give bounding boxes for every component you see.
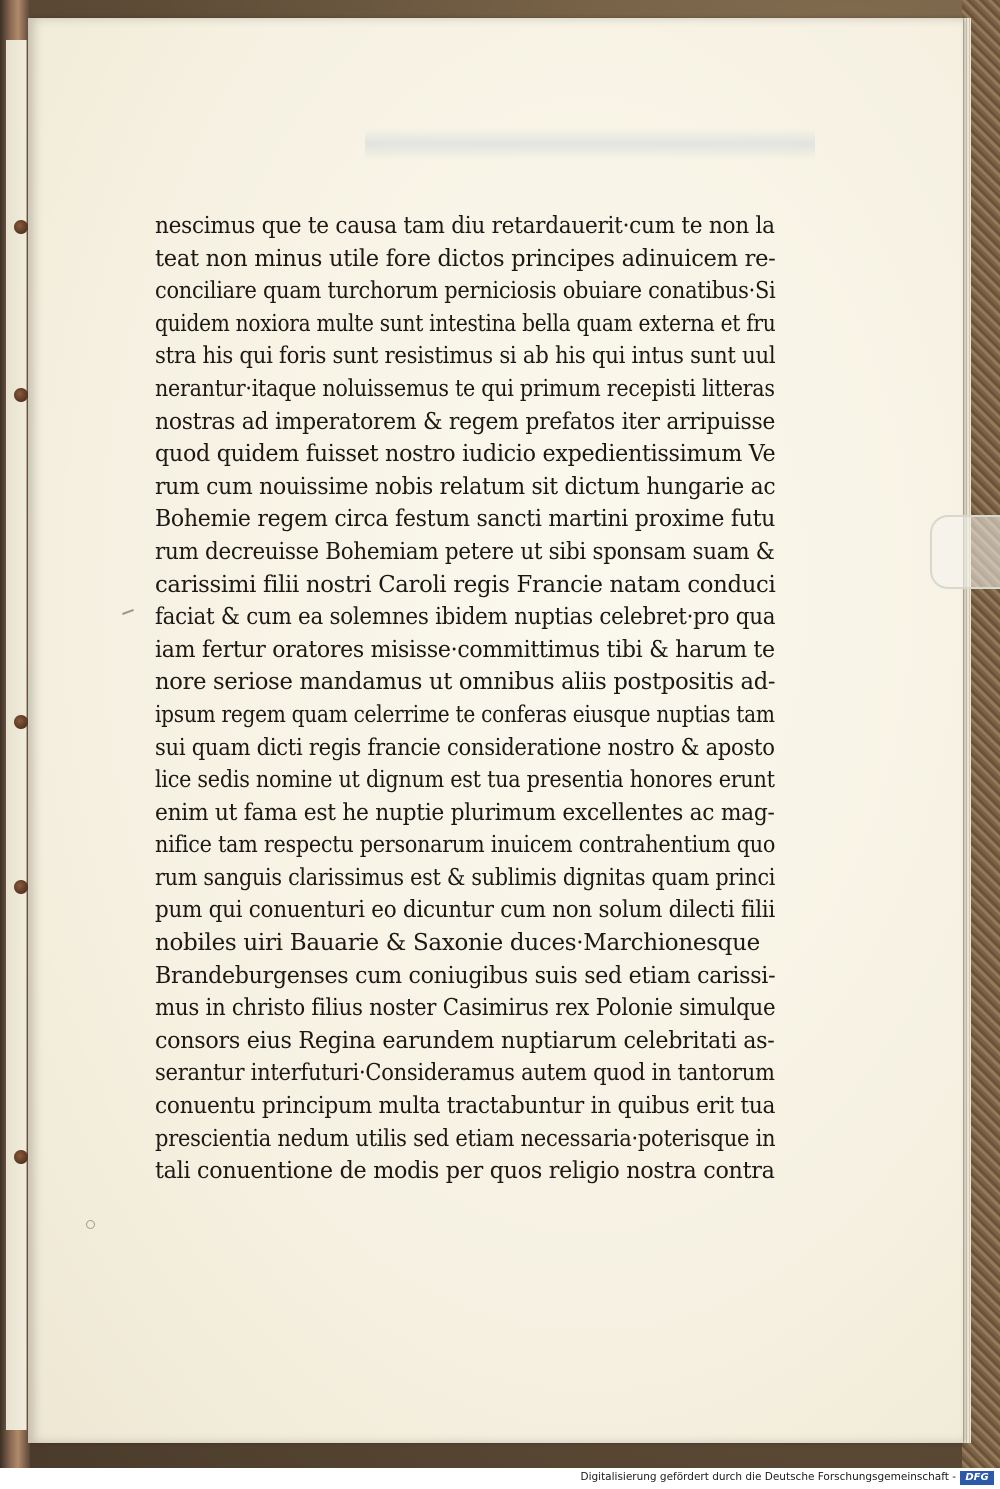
footer-bar bbox=[0, 1468, 1000, 1489]
dfg-logo: DFG bbox=[960, 1471, 994, 1485]
funding-credit: Digitalisierung gefördert durch die Deutsche Forschungsgemeinschaft - bbox=[580, 1471, 956, 1483]
margin-dot bbox=[86, 1220, 95, 1229]
text-line: iam fertur oratores misisse·committimus tibi & harum te bbox=[155, 636, 775, 663]
text-line: Brandeburgenses cum coniugibus suis sed etiam carissi- bbox=[155, 962, 776, 989]
text-line: serantur interfuturi·Consideramus autem quod in tantorum bbox=[155, 1060, 775, 1087]
incunable-text-block bbox=[155, 210, 775, 1188]
text-line: nescimus que te causa tam diu retardauerit·cum te non la bbox=[155, 213, 775, 239]
ink-bleed-through bbox=[365, 128, 815, 160]
text-line: nostras ad imperatorem & regem prefatos iter arripuisse bbox=[155, 408, 776, 435]
text-line: rum sanguis clarissimus est & sublimis dignitas quam princi bbox=[155, 864, 776, 891]
text-line: ipsum regem quam celerrime te conferas eiusque nuptias tam bbox=[155, 701, 775, 728]
text-line: mus in christo filius noster Casimirus rex Polonie simulque bbox=[155, 995, 776, 1022]
binding-tie bbox=[14, 388, 28, 402]
binding-ties bbox=[0, 0, 40, 1468]
text-line: quod quidem fuisset nostro iudicio expedientissimum Ve bbox=[155, 441, 776, 468]
text-line: rum cum nouissime nobis relatum sit dictum hungarie ac bbox=[155, 473, 776, 500]
text-line: stra his qui foris sunt resistimus si ab his qui intus sunt uul bbox=[155, 343, 776, 370]
paper-clip bbox=[930, 515, 1000, 589]
text-line: nore seriose mandamus ut omnibus aliis postpositis ad- bbox=[155, 669, 776, 696]
text-line: faciat & cum ea solemnes ibidem nuptias celebret·pro qua bbox=[155, 604, 776, 631]
text-line: lice sedis nomine ut dignum est tua presentia honores erunt bbox=[155, 767, 775, 794]
text-line: Bohemie regem circa festum sancti martini proxime futu bbox=[155, 506, 776, 533]
text-line: consors eius Regina earundem nuptiarum celebritati as- bbox=[155, 1027, 775, 1054]
binding-tie bbox=[14, 880, 28, 894]
text-line: prescientia nedum utilis sed etiam necessaria·poterisque in bbox=[155, 1125, 776, 1152]
text-line: enim ut fama est he nuptie plurimum excellentes ac mag- bbox=[155, 799, 775, 826]
text-line: nerantur·itaque noluissemus te qui primum recepisti litteras bbox=[155, 375, 775, 402]
text-line: rum decreuisse Bohemiam petere ut sibi sponsam suam & bbox=[155, 538, 775, 565]
text-line: teat non minus utile fore dictos principes adinuicem re- bbox=[155, 245, 776, 272]
text-line: nobiles uiri Bauarie & Saxonie duces·Marchionesque bbox=[155, 930, 760, 957]
text-line: conuentu principum multa tractabuntur in quibus erit tua bbox=[155, 1093, 776, 1120]
text-line: conciliare quam turchorum perniciosis obuiare conatibus·Si bbox=[155, 278, 776, 305]
text-line: sui quam dicti regis francie consideratione nostro & aposto bbox=[155, 734, 775, 761]
text-line: nifice tam respectu personarum inuicem contrahentium quo bbox=[155, 832, 776, 859]
text-line: carissimi filii nostri Caroli regis Francie natam conduci bbox=[155, 571, 776, 598]
binding-tie bbox=[14, 220, 28, 234]
text-line: quidem noxiora multe sunt intestina bella quam externa et fru bbox=[155, 310, 776, 337]
binding-tie bbox=[14, 715, 28, 729]
text-line: tali conuentione de modis per quos religio nostra contra bbox=[155, 1158, 775, 1185]
binding-tie bbox=[14, 1150, 28, 1164]
text-line: pum qui conuenturi eo dicuntur cum non solum dilecti filii bbox=[155, 897, 775, 924]
